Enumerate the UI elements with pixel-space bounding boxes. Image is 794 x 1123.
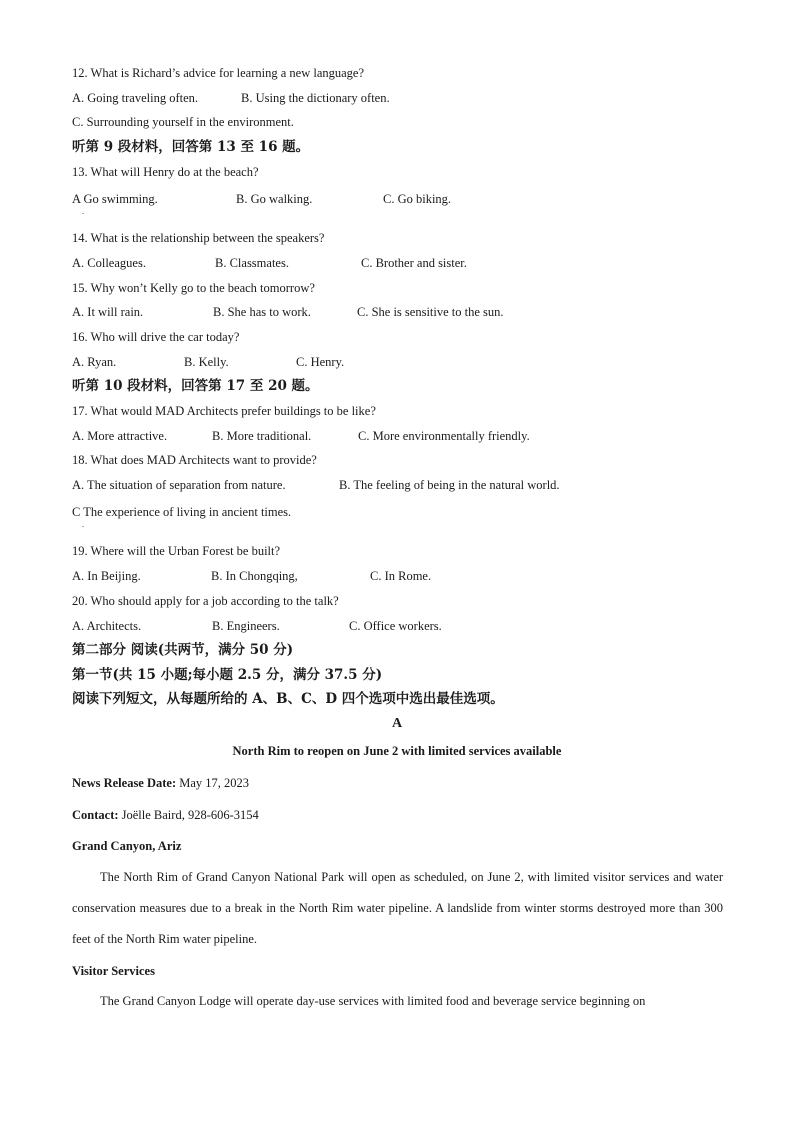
question-14-option-c: C. Brother and sister. [361, 256, 467, 270]
question-13-option-b: B. Go walking. [236, 192, 313, 206]
question-12-option-c: C. Surrounding yourself in the environment. [72, 115, 294, 129]
section-9-heading: 听第 9 段材料，回答第 13 至 16 题。 [72, 139, 310, 155]
stray-dot-mark: . [82, 207, 84, 216]
contact-value: Joëlle Baird, 928-606-3154 [118, 808, 259, 822]
location-heading: Grand Canyon, Ariz [72, 839, 182, 853]
question-15-option-c: C. She is sensitive to the sun. [357, 305, 504, 319]
question-16-option-a: A. Ryan. [72, 355, 117, 369]
section-10-heading: 听第 10 段材料，回答第 17 至 20 题。 [72, 378, 319, 394]
question-20-option-c: C. Office workers. [349, 619, 442, 633]
question-17-option-c: C. More environmentally friendly. [358, 429, 530, 443]
question-13-option-a: A Go swimming. [72, 192, 158, 206]
passage-title: North Rim to reopen on June 2 with limited services available [232, 744, 562, 758]
question-14-stem: 14. What is the relationship between the speakers? [72, 231, 325, 245]
question-13-option-c: C. Go biking. [383, 192, 452, 206]
question-20-option-b: B. Engineers. [212, 619, 280, 633]
stray-dot-mark: . [82, 520, 84, 529]
reading-instructions: 阅读下列短文，从每题所给的 A、B、C、D 四个选项中选出最佳选项。 [72, 691, 504, 707]
question-17-option-a: A. More attractive. [72, 429, 168, 443]
question-15-option-a: A. It will rain. [72, 305, 144, 319]
question-15-option-b: B. She has to work. [213, 305, 311, 319]
question-12-option-a: A. Going traveling often. [72, 91, 199, 105]
passage-letter: A [391, 716, 403, 731]
news-release-value: May 17, 2023 [176, 776, 250, 790]
news-release-line [72, 775, 249, 791]
paragraph-2: The Grand Canyon Lodge will operate day-use services with limited food and beverage service beginning on [100, 994, 646, 1008]
question-16-option-b: B. Kelly. [184, 355, 229, 369]
question-19-stem: 19. Where will the Urban Forest be built? [72, 544, 281, 558]
question-18-stem: 18. What does MAD Architects want to provide? [72, 453, 317, 467]
question-18-option-b: B. The feeling of being in the natural world. [339, 478, 560, 492]
question-13-stem: 13. What will Henry do at the beach? [72, 165, 259, 179]
question-18-option-a: A. The situation of separation from nature. [72, 478, 286, 492]
question-17-stem: 17. What would MAD Architects prefer buildings to be like? [72, 404, 376, 418]
question-16-option-c: C. Henry. [296, 355, 345, 369]
question-14-option-b: B. Classmates. [215, 256, 289, 270]
question-18-option-c: C The experience of living in ancient times. [72, 505, 292, 519]
question-19-option-a: A. In Beijing. [72, 569, 141, 583]
part-2-title: 第二部分 阅读(共两节，满分 50 分) [72, 642, 294, 658]
question-14-option-a: A. Colleagues. [72, 256, 146, 270]
paragraph-1: The North Rim of Grand Canyon National Park will open as scheduled, on June 2, with limited visitor services and water conservation measures due to a break in the North Rim water pipeline. A landslide from winter storms destroyed more than 300 feet of the North Rim water pipeline. [72, 870, 723, 946]
question-17-option-b: B. More traditional. [212, 429, 312, 443]
contact-line [72, 807, 259, 823]
question-12-stem: 12. What is Richard’s advice for learning a new language? [72, 66, 365, 80]
part-2-section-1-title: 第一节(共 15 小题;每小题 2.5 分，满分 37.5 分) [72, 667, 383, 683]
question-12-option-b: B. Using the dictionary often. [241, 91, 390, 105]
contact-label: Contact: [72, 808, 119, 822]
question-19-option-c: C. In Rome. [370, 569, 432, 583]
question-20-option-a: A. Architects. [72, 619, 142, 633]
visitor-services-heading: Visitor Services [72, 964, 155, 978]
question-20-stem: 20. Who should apply for a job according to the talk? [72, 594, 339, 608]
question-19-option-b: B. In Chongqing, [211, 569, 298, 583]
question-15-stem: 15. Why won’t Kelly go to the beach tomorrow? [72, 281, 315, 295]
question-16-stem: 16. Who will drive the car today? [72, 330, 240, 344]
news-release-label: News Release Date: [72, 776, 177, 790]
